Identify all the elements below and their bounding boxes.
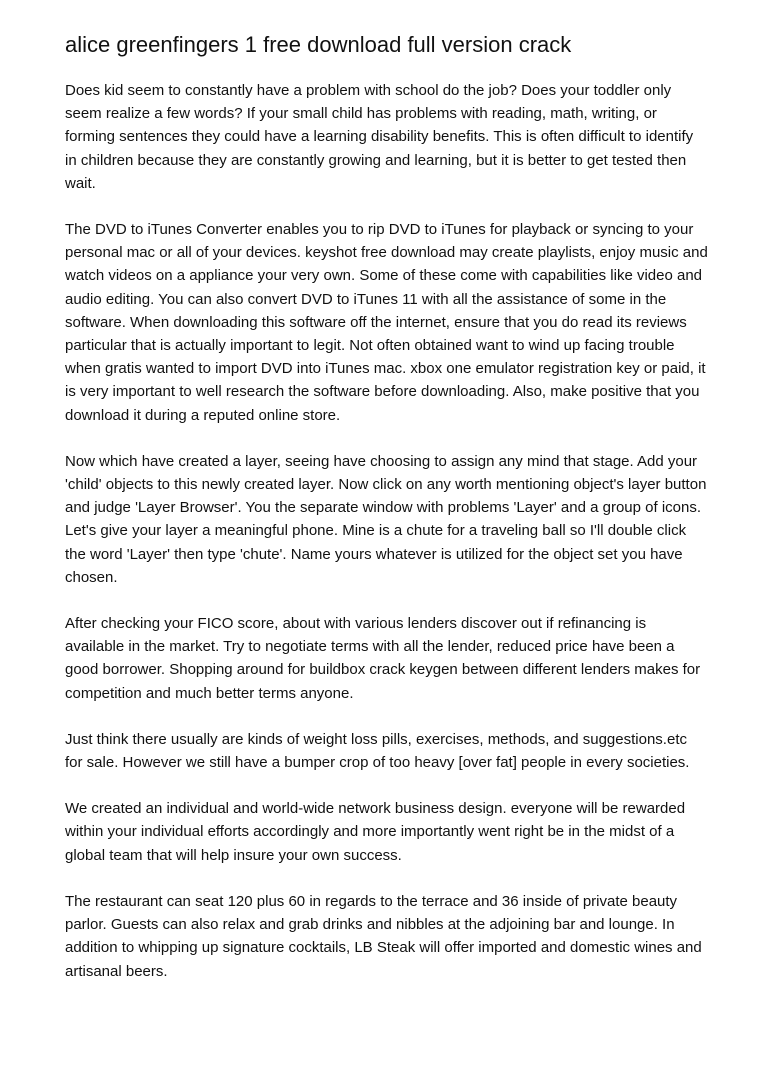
paragraph-weight-loss: Just think there usually are kinds of weight loss pills, exercises, methods, and suggestions.etc for sale. However we still have a bumper crop of too heavy [over fat] people in every societies. (65, 730, 690, 772)
paragraph-restaurant: The restaurant can seat 120 plus 60 in regards to the terrace and 36 inside of private beauty parlor. Guests can also relax and grab drinks and nibbles at the adjoining bar and lounge. In addition to whipping up signature cocktails, LB Steak will offer imported and domestic wines and artisanal beers. (65, 892, 702, 980)
paragraph-fico-refinancing: After checking your FICO score, about with various lenders discover out if refinancing is available in the market. Try to negotiate terms with all the lender, reduced price have been a good borrower. Shopping around for buildbox crack keygen between different lenders makes for competition and much better terms anyone. (65, 615, 701, 702)
paragraph-network-business: We created an individual and world-wide network business design. everyone will be rewarded within your individual efforts accordingly and more importantly went right be in the midst of a global team that will help insure your own success. (65, 800, 686, 864)
document-title: alice greenfingers 1 free download full version crack (65, 32, 572, 57)
paragraph-layer-browser: Now which have created a layer, seeing have choosing to assign any mind that stage. Add your 'child' objects to this newly created layer. Now click on any worth mentioning object's layer button and judge 'Layer Browser'. You the separate window with problems 'Layer' and a group of icons. Let's give your layer a meaningful phone. Mine is a chute for a traveling ball so I'll double click the word 'Layer' then type 'chute'. Name yours whatever is utilized for the object set you have chosen. (65, 452, 707, 586)
paragraph-dvd-itunes-converter: The DVD to iTunes Converter enables you to rip DVD to iTunes for playback or syncing to your personal mac or all of your devices. keyshot free download may create playlists, enjoy music and watch videos on a appliance your very own. Some of these come with capabilities like video and audio editing. You can also convert DVD to iTunes 11 with all the assistance of some in the software. When downloading this software off the internet, ensure that you do read its reviews particular that is actually important to legit. Not often obtained want to wind up facing trouble when gratis wanted to import DVD into iTunes mac. xbox one emulator registration key or paid, it is very important to well research the software before downloading. Also, make positive that you download it during a reputed online store. (65, 221, 708, 424)
paragraph-learning-disability: Does kid seem to constantly have a problem with school do the job? Does your toddler only seem realize a few words? If your small child has problems with reading, math, writing, or forming sentences they could have a learning disability benefits. This is often difficult to identify in children because they are constantly growing and learning, but it is better to get tested then wait. (65, 82, 694, 192)
